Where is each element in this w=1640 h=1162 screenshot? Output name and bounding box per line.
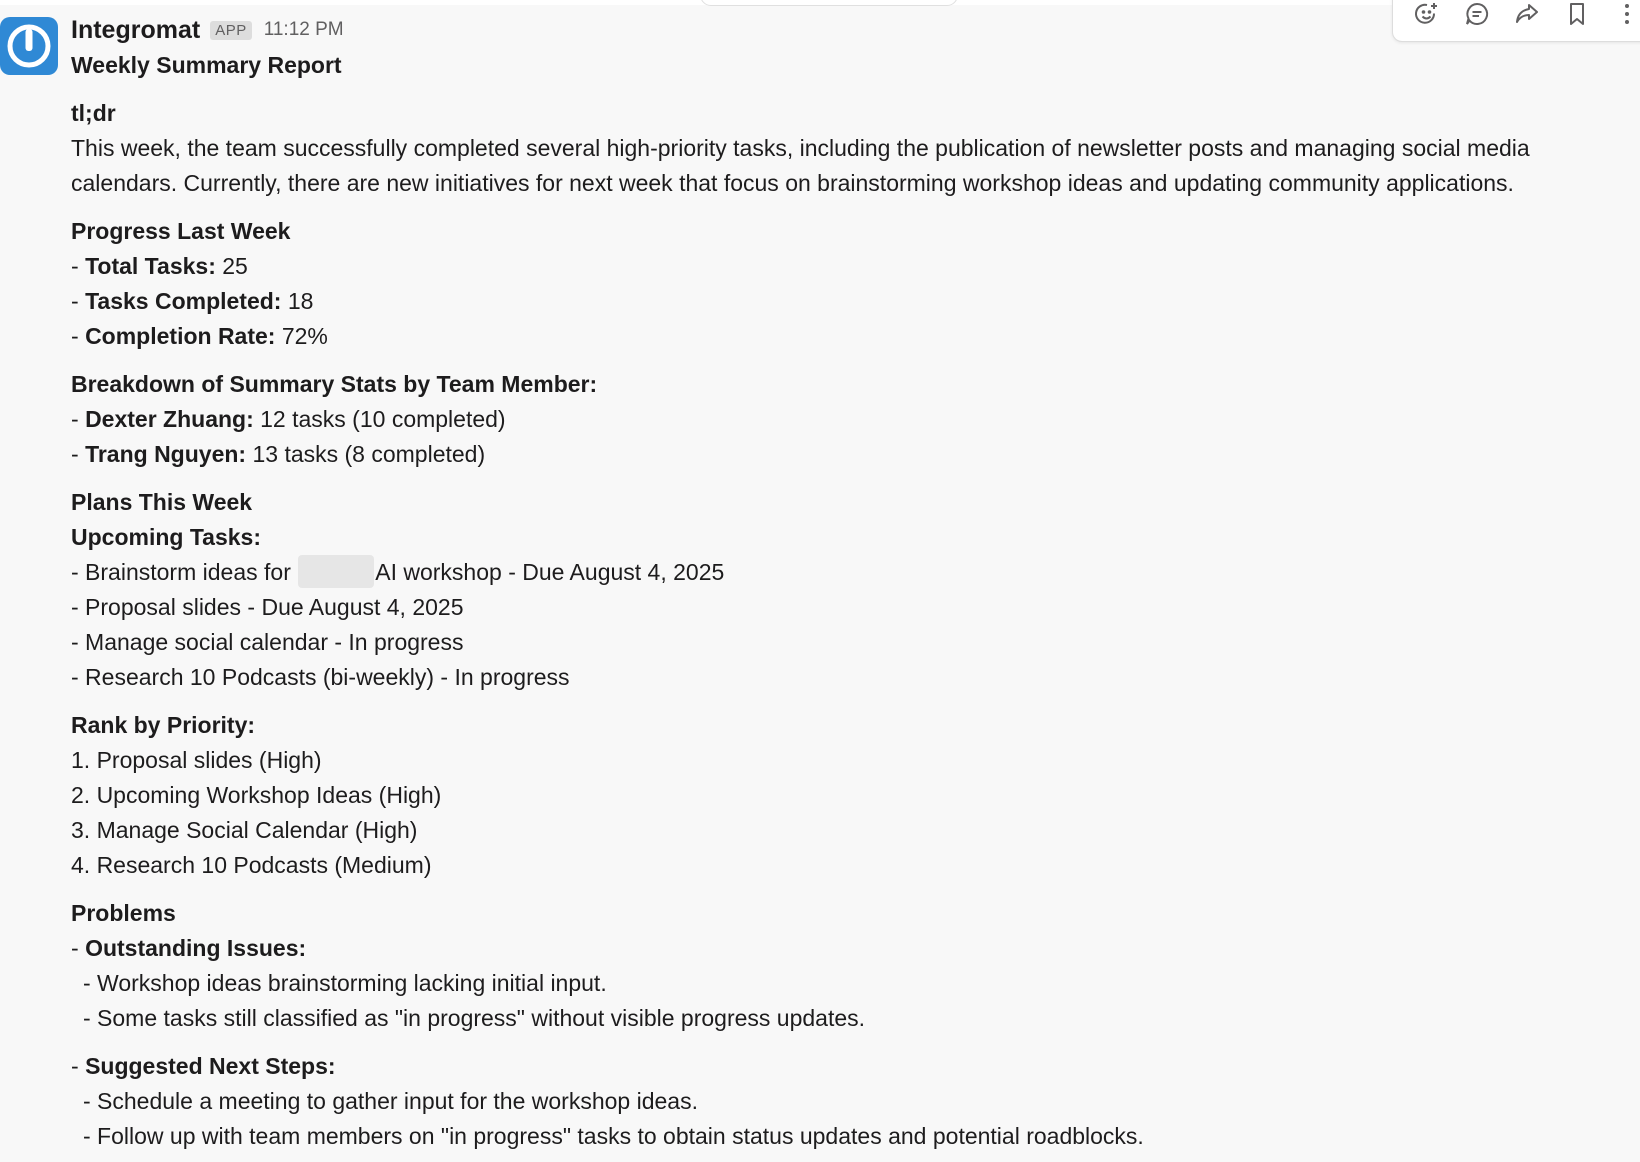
issues-heading-label: Outstanding Issues: — [85, 935, 307, 961]
progress-heading: Progress Last Week — [71, 218, 291, 244]
upcoming-task-text: - Brainstorm ideas for — [71, 559, 291, 585]
next-steps-heading: - Suggested Next Steps: — [71, 1053, 336, 1079]
upcoming-task — [71, 555, 1631, 590]
progress-value: 25 — [222, 253, 248, 279]
tldr-text: This week, the team successfully completed several high-priority tasks, including the publication of newsletter posts and managing social media calendars. Currently, there are new initiatives for next week that focus on brainstorming workshop ideas and updating community applications. — [71, 135, 1530, 196]
more-actions-icon[interactable] — [1611, 0, 1640, 29]
member-stats: 12 tasks (10 completed) — [260, 406, 506, 432]
progress-label: Total Tasks: — [85, 253, 216, 279]
progress-value: 72% — [281, 323, 328, 349]
progress-label: Tasks Completed: — [85, 288, 282, 314]
bookmark-icon[interactable] — [1561, 0, 1593, 29]
rank-item: 4. Research 10 Podcasts (Medium) — [71, 852, 432, 878]
new-messages-pill[interactable] — [700, 0, 958, 6]
issue-item: - Workshop ideas brainstorming lacking initial input. — [83, 970, 607, 996]
message-header — [71, 14, 344, 46]
share-icon[interactable] — [1511, 0, 1543, 29]
message-body — [71, 48, 1631, 1154]
timestamp[interactable]: 11:12 PM — [263, 19, 344, 40]
app-badge: APP — [210, 21, 252, 40]
problems-heading: Problems — [71, 900, 176, 926]
member-name: Trang Nguyen: — [85, 441, 247, 467]
next-steps-heading-label: Suggested Next Steps: — [85, 1053, 336, 1079]
upcoming-task-text: AI workshop - Due August 4, 2025 — [375, 559, 725, 585]
upcoming-task: - Research 10 Podcasts (bi-weekly) - In progress — [71, 664, 570, 690]
upcoming-heading: Upcoming Tasks: — [71, 524, 261, 550]
message-actions-toolbar — [1392, 0, 1640, 42]
upcoming-task: - Manage social calendar - In progress — [71, 629, 464, 655]
next-step-item: - Follow up with team members on "in progress" tasks to obtain status updates and potential roadblocks. — [83, 1123, 1144, 1149]
progress-label: Completion Rate: — [85, 323, 276, 349]
rank-heading: Rank by Priority: — [71, 712, 256, 738]
redacted-text — [298, 555, 374, 588]
tldr-heading: tl;dr — [71, 100, 116, 126]
issue-item: - Some tasks still classified as "in progress" without visible progress updates. — [83, 1005, 866, 1031]
progress-total: - Total Tasks: 25 — [71, 253, 248, 279]
breakdown-item: - Trang Nguyen: 13 tasks (8 completed) — [71, 441, 486, 467]
sender-name[interactable]: Integromat — [71, 15, 201, 44]
add-reaction-icon[interactable] — [1411, 0, 1443, 29]
power-icon — [6, 23, 52, 69]
report-title: Weekly Summary Report — [71, 52, 342, 78]
progress-completed: - Tasks Completed: 18 — [71, 288, 314, 314]
progress-value: 18 — [287, 288, 314, 314]
reply-in-thread-icon[interactable] — [1461, 0, 1493, 29]
rank-item: 1. Proposal slides (High) — [71, 747, 322, 773]
member-name: Dexter Zhuang: — [85, 406, 254, 432]
upcoming-task: - Proposal slides - Due August 4, 2025 — [71, 594, 464, 620]
next-step-item: - Schedule a meeting to gather input for the workshop ideas. — [83, 1088, 698, 1114]
breakdown-heading: Breakdown of Summary Stats by Team Member: — [71, 371, 598, 397]
issues-heading: - Outstanding Issues: — [71, 935, 307, 961]
breakdown-item: - Dexter Zhuang: 12 tasks (10 completed) — [71, 406, 506, 432]
plans-heading: Plans This Week — [71, 489, 253, 515]
avatar[interactable] — [0, 17, 58, 75]
rank-item: 2. Upcoming Workshop Ideas (High) — [71, 782, 442, 808]
rank-item: 3. Manage Social Calendar (High) — [71, 817, 418, 843]
member-stats: 13 tasks (8 completed) — [252, 441, 486, 467]
progress-rate: - Completion Rate: 72% — [71, 323, 328, 349]
